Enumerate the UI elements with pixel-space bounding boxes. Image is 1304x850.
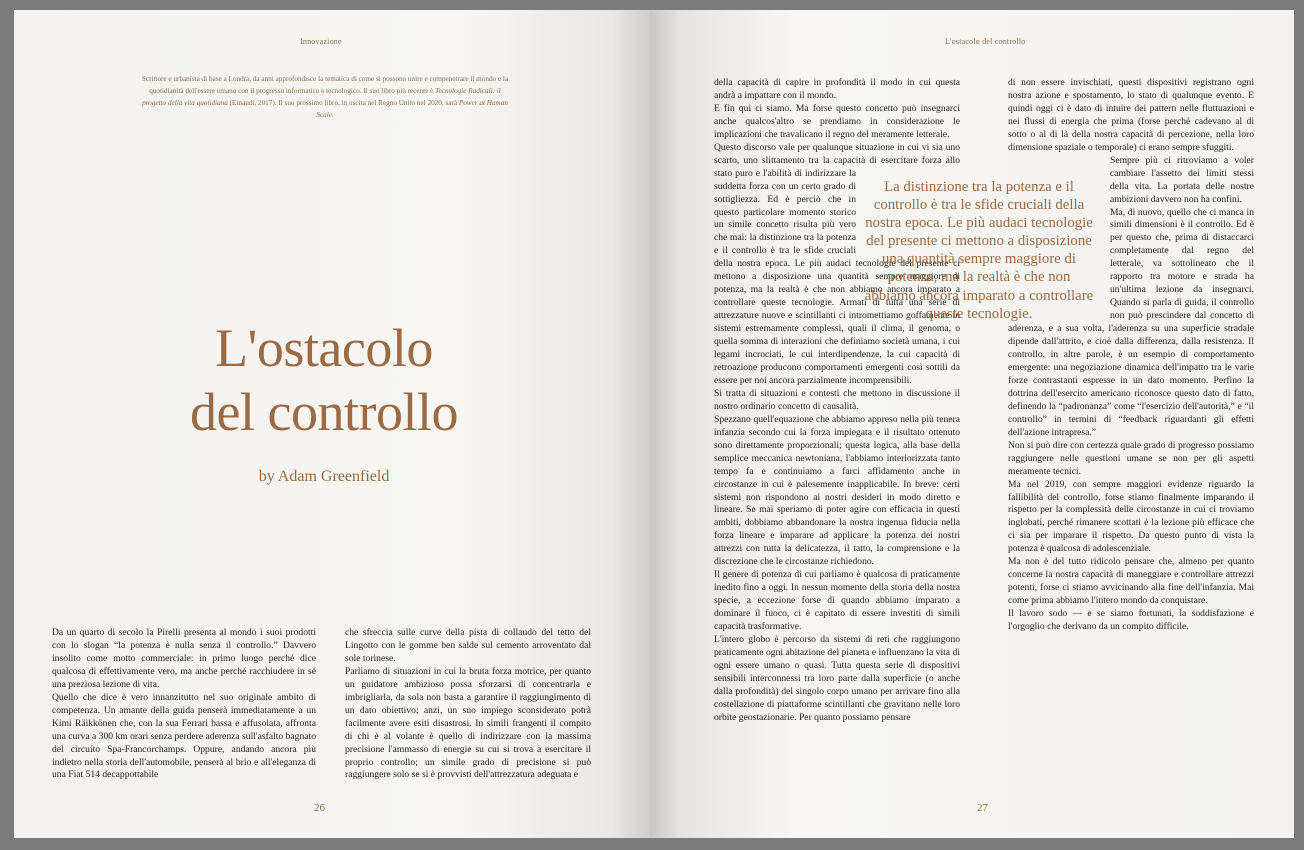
paragraph: Ma, di nuovo, quello che ci manca in simili dimensioni è il controllo. Ed è per questo che, prima di distaccarci completamente dal regno del letterale, va sottolineato che il rapporto tra motore e strada ha un'ultima lezione da insegnarci. Quando si parla di guida, il controllo non può prescindere dal concetto di aderenza, e a sua volta, l'aderenza su una superficie stradale dipende dall'attrito, e cioè dalla differenza, dalla resistenza. Il controllo, in altre parole, è un esempio di comportamento emergente: una negoziazione dinamica dell'impatto tra le varie forze contrastanti espresse in un dato momento. Perfino la dottrina dell'esercito americano riconosce questo dato di fatto, definendo la “padronanza” come “l'esercizio dell'autorità,” e “il controllo” in termini di “feedback riguardanti gli effetti dell'azione intrapresa.” [1008,206,1254,438]
page-number-left: 26 [314,802,325,814]
bio-text-2: (Einaudi, 2017). Il suo prossimo libro, in uscita nel Regno Unito nel 2020, sarà [227,99,459,107]
paragraph: Ma non è del tutto ridicolo pensare che, almeno per quanto concerne la nostra capacità di maneggiare e controllare attrezzi potenti, forse ci stiamo avvicinando alla fine dell'infanzia. Mai come prima abbiamo l'intero mondo da conquistare. [1008,556,1254,607]
paragraph: Spezzano quell'equazione che abbiamo appreso nella più tenera infanzia secondo cui la forza impiegata e il risultato ottenuto sono direttamente proporzionali; questa logica, alla base della semplice meccanica newtoniana, l'abbiamo interiorizzata tanto tempo fa e continuiamo a farci affidamento anche in circostanze in cui è palesemente inapplicabile. In breve: certi sistemi non rispondono ai nostri desideri in modo diretto e lineare. Se mai speriamo di poter agire con efficacia in questi ambiti, dobbiamo abbandonare la nostra ingenua fiducia nella forza lineare e imparare ad applicare la potenza dei nostri attrezzi con tutta la delicatezza, il tatto, la comprensione e la discrezione che le circostanze richiedono. [714,413,960,568]
paragraph: Questo discorso vale per qualunque situazione in cui vi sia uno scarto, uno slittamento tra la capacità di esercitare forza allo stato puro e l'abilità di indirizzare la suddetta forza con un certo grado di sottigliezza. Ed è perciò che in questo particolare momento storico un simile concetto risulta più vero che mai: la distinzione tra la potenza e il controllo è tra le sfide cruciali della nostra epoca. Le più audaci tecnologie del presente ci mettono a disposizione una quantità sempre maggiore di potenza, ma la realtà è che non abbiamo ancora imparato a controllare queste tecnologie. Armati di tutta una serie di attrezzature nuove e scintillanti ci intromettiamo goffamente in sistemi estremamente complessi, quali il clima, il genoma, o quella somma di interazioni che definiamo società umana, i cui legami incrociati, le cui interdipendenze, la cui capacità di retroazione producono comportamenti emergenti così sottili da essere per noi ancora parzialmente incomprensibili. [714,141,960,386]
running-head-right: L'ostacolo del controllo [945,37,1026,46]
paragraph: Il genere di potenza di cui parliamo è qualcosa di praticamente inedito fino a oggi. In nessun momento della storia della nostra specie, a eccezione forse di quando abbiamo imparato a dominare il fuoco, ci è capitato di essere investiti di simili capacità trasformative. [714,569,960,633]
paragraph: Non si può dire con certezza quale grado di progresso possiamo raggiungere nelle questioni umane se non per gli aspetti meramente tecnici. [1008,439,1254,477]
paragraph: Da un quarto di secolo la Pirelli presenta al mondo i suoi prodotti con lo slogan “la potenza è nulla senza il controllo.” Davvero insolito come motto commerciale: in primo luogo perché dice qualcosa di effettivamente vero, ma anche perché racchiudere in sé una preziosa lezione di vita. [52,627,316,690]
paragraph: L'intero globo è percorso da sistemi di reti che raggiungono praticamente ogni abitazione del pianeta e influenzano la vita di ogni essere umano o quasi. Tutta questa serie di dispositivi sensibili interconnessi tra loro parte dalla superficie (o anche dalla profondità) del singolo corpo umano per arrivare fino alla costellazione di piattaforme scintillanti che gravitano nelle loro orbite geostazionarie. Per quanto possiamo pensare [714,633,960,723]
left-page [14,10,650,838]
right-page [650,10,1294,838]
paragraph: Quello che dice è vero innanzitutto nel suo originale ambito di competenza. Un amante della guida penserà immediatamente a un Kimi Räikkönen che, con la sua Ferrari bassa e affusolata, affronta una curva a 300 km orari senza perdere aderenza sull'asfalto bagnato del circuito Spa-Francorchamps. Oppure, andando ancora più indietro nella storia dell'automobile, penserà al brio e all'eleganza di una Fiat 514 decappottabile [52,691,316,781]
paragraph: Il lavoro sodo — e se siamo fortunati, la soddisfazione e l'orgoglio che derivano da un compito difficile. [1008,608,1254,633]
left-column-1 [52,627,316,782]
paragraph: Sempre più ci ritroviamo a voler cambiare l'assetto dei limiti stessi della vita. La portata delle nostre ambizioni davvero non ha confini. [1110,154,1254,205]
author-bio [140,73,510,121]
title-line-1: L'ostacolo [215,318,433,378]
paragraph: di non essere invischiati, questi dispositivi registrano ogni nostra azione e spostamento, lo stato di qualunque evento. E quindi oggi ci è dato di intuire dei pattern nelle fluttuazioni e nei flussi di energia che prima (forse perché cadevano al di sotto o al di là della nostra capacità di percezione, nella loro dimensione spaziale o temporale) ci erano sempre sfuggiti. [1008,77,1254,153]
paragraph: Parliamo di situazioni in cui la bruta forza motrice, per quanto un guidatore ambizioso possa sforzarsi di concentrarla e imbrigliarla, da sola non basta a garantire il raggiungimento di un dato obiettivo; anzi, un suo impiego sconsiderato potrà facilmente avere esiti disastrosi. In simili frangenti il compito di chi è al volante è quello di indirizzare con la massima precisione l'ammasso di energie su cui si trova a esercitare il proprio controllo; un simile grado di precisione si può raggiungere solo se si è provvisti dell'attrezzatura adeguata e [345,665,591,781]
bio-book-title-1: Tecnologie Radicali: il progetto della vita quotidiana [142,87,501,107]
running-head-left: Innovazione [300,37,342,46]
right-column-2 [1008,77,1254,634]
byline: by Adam Greenfield [258,468,390,485]
bio-text-3: . [331,111,334,119]
paragraph: E fin qui ci siamo. Ma forse questo concetto può insegnarci anche qualcos'altro se prendiamo in considerazione le implicazioni che travalicano il regno del meramente letterale. [714,102,960,140]
page-number-right: 27 [977,802,988,814]
paragraph: della capacità di capire in profondità il modo in cui questa andrà a impattare con il mondo. [714,77,960,101]
title-line-2: del controllo [190,382,458,442]
bio-book-title-2: Power at Human Scale [316,99,508,119]
left-column-2 [345,627,591,782]
paragraph: Ma nel 2019, con sempre maggiori evidenze riguardo la fallibilità del controllo, forse stiamo finalmente imparando il rispetto per la complessità delle circostanze in cui ci troviamo inglobati, perché rimanere scottati è la lezione più efficace che ci sia per imparare il rispetto. Da questo punto di vista la potenza è qualcosa di adolescenziale. [1008,478,1254,555]
paragraph: che sfreccia sulle curve della pista di collaudo del tetto del Lingotto con le gomme ben salde sul cemento arroventato dal sole torinese. [345,627,591,664]
paragraph: Si tratta di situazioni e contesti che mettono in discussione il nostro ordinario concetto di causalità. [714,387,960,412]
pull-quote: La distinzione tra la potenza e il controllo è tra le sfide cruciali della nostra epoca. Le più audaci tecnologie del presente ci mettono a disposizione una quantità sempre maggiore di potenza, ma la realtà è che non abbiamo ancora imparato a controllare queste tecnologie. [864,179,1094,322]
bio-text-1: Scrittore e urbanista di base a Londra, da anni approfondisce la tematica di come si possono unire e compenetrare il mondo e la quotidianità dell'essere umano con il progresso informatico e tecnologico. Il suo libro più recente è [141,75,509,95]
article-title [134,316,514,444]
right-column-1 [714,77,960,725]
